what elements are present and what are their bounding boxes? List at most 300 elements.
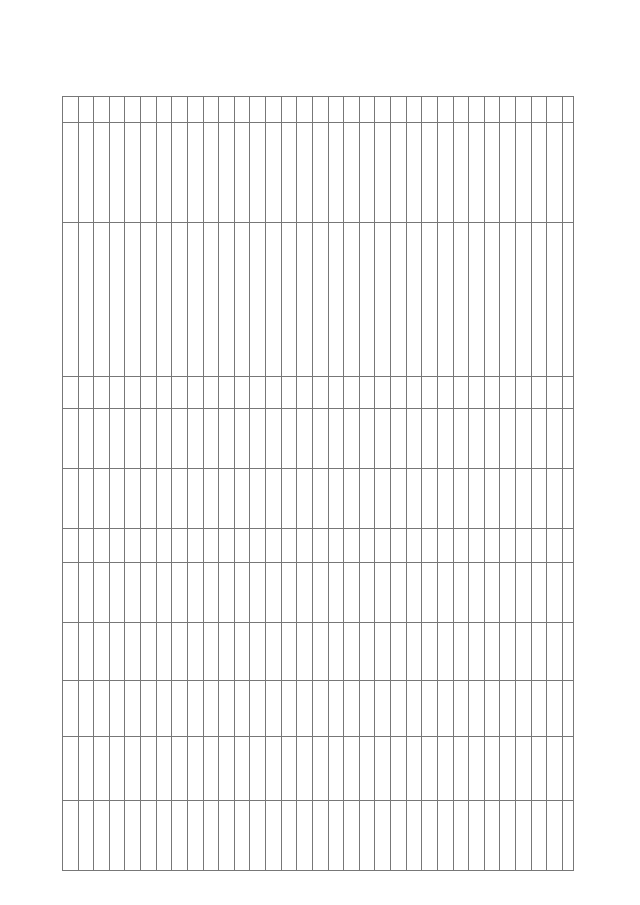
row-number-cell [438, 97, 454, 123]
area-cell [234, 469, 250, 529]
date-cell [422, 563, 438, 623]
year-cell [188, 377, 204, 409]
date-cell [375, 409, 391, 469]
value-cell [484, 623, 500, 681]
municipality-cell [391, 123, 407, 223]
date-cell [313, 409, 329, 469]
date-cell [234, 563, 250, 623]
municipality-cell [297, 123, 313, 223]
value-cell [500, 623, 516, 681]
date-cell [281, 563, 297, 623]
area-cell [391, 469, 407, 529]
area-cell [94, 469, 110, 529]
value-cell [516, 623, 532, 681]
row-number-cell [375, 97, 391, 123]
table-row [141, 97, 157, 871]
count-cell [94, 529, 110, 563]
address-cell [281, 223, 297, 377]
value-cell [172, 681, 188, 737]
year-cell [531, 377, 547, 409]
count-cell [484, 529, 500, 563]
count-cell [78, 529, 94, 563]
year-cell [469, 377, 485, 409]
value-cell [469, 681, 485, 737]
table-row [328, 97, 344, 871]
date-cell [109, 409, 125, 469]
year-cell [375, 377, 391, 409]
row-number-cell [297, 97, 313, 123]
table-row [250, 97, 266, 871]
date-cell [297, 409, 313, 469]
value-cell [78, 681, 94, 737]
count-cell [281, 529, 297, 563]
value-cell [375, 681, 391, 737]
date-cell [375, 563, 391, 623]
area-cell [500, 469, 516, 529]
date-cell [63, 563, 79, 623]
value-cell [266, 681, 282, 737]
address-cell [172, 223, 188, 377]
date-cell [219, 563, 235, 623]
value-cell [219, 681, 235, 737]
area-cell [297, 469, 313, 529]
table-row [359, 97, 375, 871]
date-cell [328, 563, 344, 623]
date-cell [219, 409, 235, 469]
table-row [203, 97, 219, 871]
column-header [563, 223, 574, 377]
status-cell [469, 801, 485, 871]
year-cell [406, 377, 422, 409]
municipality-cell [94, 123, 110, 223]
count-cell [375, 529, 391, 563]
count-cell [453, 529, 469, 563]
table-row [219, 97, 235, 871]
area-cell [453, 469, 469, 529]
year-cell [266, 377, 282, 409]
value-cell [94, 623, 110, 681]
row-number-cell [531, 97, 547, 123]
table-body [63, 97, 563, 871]
address-cell [422, 223, 438, 377]
date-cell [438, 563, 454, 623]
table-row [125, 97, 141, 871]
code-cell [203, 737, 219, 801]
address-cell [250, 223, 266, 377]
address-cell [516, 223, 532, 377]
count-cell [391, 529, 407, 563]
municipality-cell [125, 123, 141, 223]
date-cell [78, 409, 94, 469]
municipality-cell [141, 123, 157, 223]
value-cell [453, 623, 469, 681]
year-cell [438, 377, 454, 409]
column-header [563, 409, 574, 469]
address-cell [484, 223, 500, 377]
table-row [297, 97, 313, 871]
value-cell [313, 681, 329, 737]
row-number-cell [344, 97, 360, 123]
area-cell [141, 469, 157, 529]
row-number-cell [141, 97, 157, 123]
status-cell [250, 801, 266, 871]
municipality-cell [234, 123, 250, 223]
row-number-cell [250, 97, 266, 123]
status-cell [516, 801, 532, 871]
year-cell [313, 377, 329, 409]
area-cell [469, 469, 485, 529]
status-cell [234, 801, 250, 871]
date-cell [406, 563, 422, 623]
date-cell [453, 409, 469, 469]
municipality-cell [531, 123, 547, 223]
address-cell [469, 223, 485, 377]
row-number-cell [484, 97, 500, 123]
column-number-row [563, 97, 574, 871]
date-cell [516, 409, 532, 469]
value-cell [453, 681, 469, 737]
value-cell [94, 681, 110, 737]
table-row [406, 97, 422, 871]
year-cell [156, 377, 172, 409]
code-cell [469, 737, 485, 801]
value-cell [531, 623, 547, 681]
address-cell [406, 223, 422, 377]
address-cell [141, 223, 157, 377]
row-number-cell [359, 97, 375, 123]
year-cell [328, 377, 344, 409]
status-cell [297, 801, 313, 871]
count-cell [203, 529, 219, 563]
date-cell [203, 409, 219, 469]
municipality-cell [281, 123, 297, 223]
code-cell [63, 737, 79, 801]
municipality-cell [422, 123, 438, 223]
date-cell [484, 409, 500, 469]
row-number-cell [266, 97, 282, 123]
row-number-cell [453, 97, 469, 123]
count-cell [250, 529, 266, 563]
count-cell [422, 529, 438, 563]
address-cell [234, 223, 250, 377]
status-cell [109, 801, 125, 871]
column-header [563, 737, 574, 801]
count-cell [219, 529, 235, 563]
date-cell [203, 563, 219, 623]
date-cell [391, 563, 407, 623]
registry-table [62, 96, 574, 871]
municipality-cell [359, 123, 375, 223]
status-cell [453, 801, 469, 871]
area-cell [219, 469, 235, 529]
count-cell [531, 529, 547, 563]
column-header [563, 623, 574, 681]
value-cell [109, 623, 125, 681]
code-cell [359, 737, 375, 801]
code-cell [406, 737, 422, 801]
year-cell [500, 377, 516, 409]
code-cell [188, 737, 204, 801]
code-cell [422, 737, 438, 801]
count-cell [469, 529, 485, 563]
value-cell [109, 681, 125, 737]
code-cell [234, 737, 250, 801]
value-cell [188, 623, 204, 681]
address-cell [344, 223, 360, 377]
status-cell [219, 801, 235, 871]
count-cell [141, 529, 157, 563]
table-row [516, 97, 532, 871]
count-cell [516, 529, 532, 563]
table-row [63, 97, 79, 871]
code-cell [219, 737, 235, 801]
status-cell [188, 801, 204, 871]
code-cell [438, 737, 454, 801]
status-cell [266, 801, 282, 871]
code-cell [281, 737, 297, 801]
count-cell [188, 529, 204, 563]
area-cell [406, 469, 422, 529]
row-number-cell [172, 97, 188, 123]
rotated-table-container [62, 96, 574, 870]
year-cell [141, 377, 157, 409]
row-number-cell [469, 97, 485, 123]
column-header [563, 801, 574, 871]
row-number-cell [500, 97, 516, 123]
value-cell [188, 681, 204, 737]
value-cell [547, 681, 563, 737]
municipality-cell [547, 123, 563, 223]
table-row [94, 97, 110, 871]
area-cell [484, 469, 500, 529]
status-cell [422, 801, 438, 871]
address-cell [188, 223, 204, 377]
area-cell [359, 469, 375, 529]
status-cell [344, 801, 360, 871]
value-cell [359, 681, 375, 737]
year-cell [109, 377, 125, 409]
area-cell [250, 469, 266, 529]
status-cell [78, 801, 94, 871]
year-cell [234, 377, 250, 409]
date-cell [344, 409, 360, 469]
date-cell [516, 563, 532, 623]
status-cell [313, 801, 329, 871]
code-cell [328, 737, 344, 801]
status-cell [484, 801, 500, 871]
value-cell [328, 623, 344, 681]
year-cell [281, 377, 297, 409]
municipality-cell [188, 123, 204, 223]
year-cell [203, 377, 219, 409]
status-cell [406, 801, 422, 871]
date-cell [406, 409, 422, 469]
value-cell [422, 623, 438, 681]
count-cell [313, 529, 329, 563]
column-header [563, 377, 574, 409]
year-cell [453, 377, 469, 409]
date-cell [63, 409, 79, 469]
area-cell [547, 469, 563, 529]
year-cell [516, 377, 532, 409]
date-cell [266, 409, 282, 469]
code-cell [516, 737, 532, 801]
municipality-cell [375, 123, 391, 223]
code-cell [484, 737, 500, 801]
count-cell [109, 529, 125, 563]
code-cell [547, 737, 563, 801]
area-cell [516, 469, 532, 529]
municipality-cell [344, 123, 360, 223]
date-cell [391, 409, 407, 469]
status-cell [328, 801, 344, 871]
date-cell [531, 563, 547, 623]
value-cell [328, 681, 344, 737]
value-cell [375, 623, 391, 681]
area-cell [422, 469, 438, 529]
row-number-cell [516, 97, 532, 123]
date-cell [359, 409, 375, 469]
row-number-cell [203, 97, 219, 123]
address-cell [156, 223, 172, 377]
date-cell [156, 563, 172, 623]
code-cell [391, 737, 407, 801]
municipality-cell [469, 123, 485, 223]
column-header [563, 529, 574, 563]
municipality-cell [219, 123, 235, 223]
count-cell [359, 529, 375, 563]
value-cell [234, 623, 250, 681]
value-cell [234, 681, 250, 737]
address-cell [391, 223, 407, 377]
address-cell [453, 223, 469, 377]
area-cell [63, 469, 79, 529]
date-cell [297, 563, 313, 623]
value-cell [78, 623, 94, 681]
date-cell [359, 563, 375, 623]
code-cell [125, 737, 141, 801]
address-cell [375, 223, 391, 377]
date-cell [422, 409, 438, 469]
value-cell [484, 681, 500, 737]
value-cell [438, 623, 454, 681]
value-cell [344, 623, 360, 681]
code-cell [531, 737, 547, 801]
address-cell [500, 223, 516, 377]
status-cell [500, 801, 516, 871]
address-cell [125, 223, 141, 377]
column-header [563, 563, 574, 623]
year-cell [219, 377, 235, 409]
date-cell [94, 409, 110, 469]
value-cell [281, 623, 297, 681]
row-number-cell [63, 97, 79, 123]
count-cell [172, 529, 188, 563]
value-cell [63, 681, 79, 737]
municipality-cell [203, 123, 219, 223]
column-header [563, 681, 574, 737]
value-cell [406, 681, 422, 737]
status-cell [391, 801, 407, 871]
code-cell [172, 737, 188, 801]
year-cell [172, 377, 188, 409]
date-cell [500, 409, 516, 469]
table-row [234, 97, 250, 871]
year-cell [125, 377, 141, 409]
municipality-cell [266, 123, 282, 223]
value-cell [531, 681, 547, 737]
table-row [453, 97, 469, 871]
date-cell [172, 409, 188, 469]
code-cell [297, 737, 313, 801]
table-row [188, 97, 204, 871]
date-cell [141, 409, 157, 469]
value-cell [219, 623, 235, 681]
year-cell [63, 377, 79, 409]
row-number-cell [406, 97, 422, 123]
value-cell [141, 623, 157, 681]
value-cell [344, 681, 360, 737]
code-cell [453, 737, 469, 801]
status-cell [375, 801, 391, 871]
code-cell [313, 737, 329, 801]
area-cell [531, 469, 547, 529]
count-cell [438, 529, 454, 563]
municipality-cell [500, 123, 516, 223]
status-cell [203, 801, 219, 871]
date-cell [547, 409, 563, 469]
date-cell [547, 563, 563, 623]
area-cell [375, 469, 391, 529]
value-cell [406, 623, 422, 681]
row-number-cell [391, 97, 407, 123]
row-number-cell [234, 97, 250, 123]
date-cell [125, 409, 141, 469]
date-cell [250, 409, 266, 469]
date-cell [266, 563, 282, 623]
area-cell [203, 469, 219, 529]
row-number-cell [94, 97, 110, 123]
table-row [266, 97, 282, 871]
year-cell [78, 377, 94, 409]
status-cell [156, 801, 172, 871]
table-row [531, 97, 547, 871]
municipality-cell [63, 123, 79, 223]
value-cell [250, 623, 266, 681]
date-cell [531, 409, 547, 469]
row-number-cell [125, 97, 141, 123]
municipality-cell [156, 123, 172, 223]
address-cell [109, 223, 125, 377]
status-cell [172, 801, 188, 871]
date-cell [156, 409, 172, 469]
municipality-cell [250, 123, 266, 223]
year-cell [344, 377, 360, 409]
area-cell [266, 469, 282, 529]
area-cell [438, 469, 454, 529]
status-cell [141, 801, 157, 871]
column-header [563, 97, 574, 123]
code-cell [109, 737, 125, 801]
row-number-cell [313, 97, 329, 123]
table-row [438, 97, 454, 871]
date-cell [344, 563, 360, 623]
value-cell [281, 681, 297, 737]
date-cell [250, 563, 266, 623]
municipality-cell [438, 123, 454, 223]
table-row [547, 97, 563, 871]
value-cell [438, 681, 454, 737]
